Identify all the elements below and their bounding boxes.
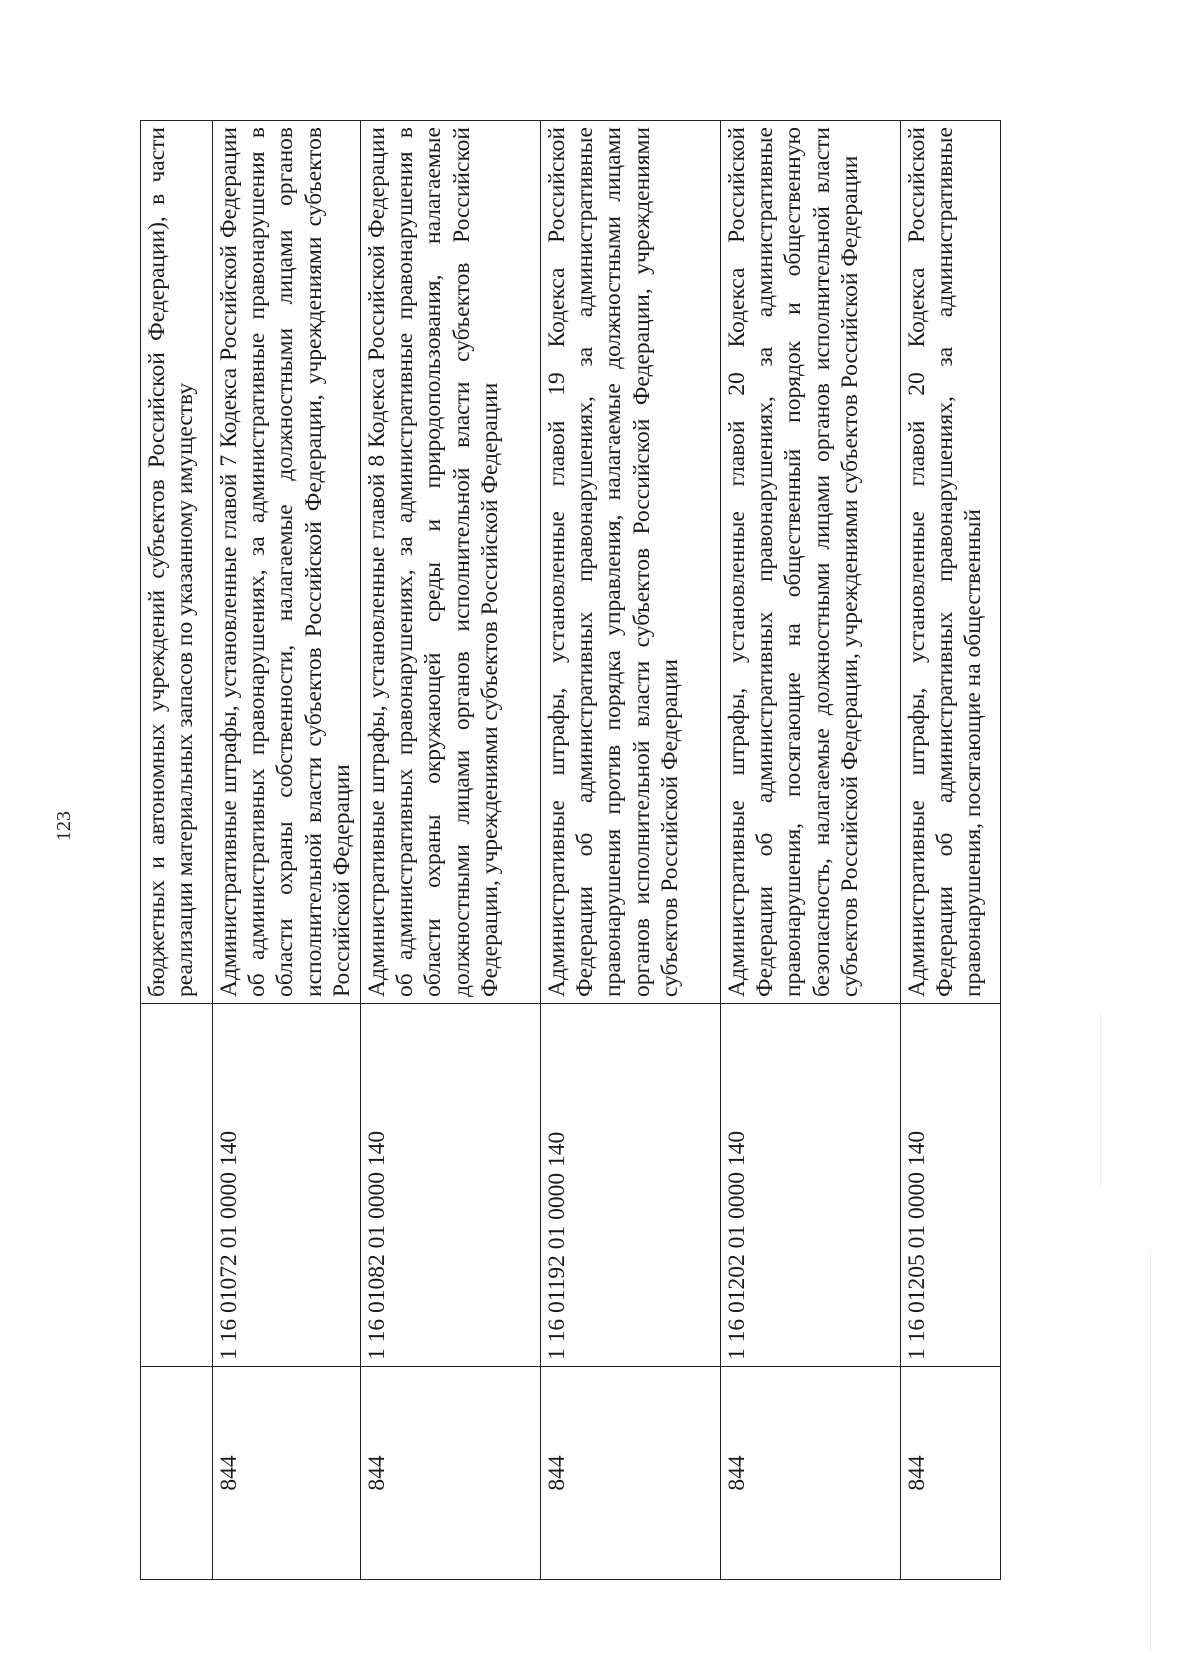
description-cell: бюджетных и автономных учреждений субъектов Российской Федерации), в части реализации материальных запасов по указанному имуществу — [141, 121, 213, 1004]
rotated-table-container — [140, 120, 1060, 1580]
revenue-code-cell: 1 16 01082 01 0000 140 — [361, 1004, 541, 1367]
admin-code-cell: 844 — [361, 1367, 541, 1580]
admin-code-cell — [141, 1367, 213, 1580]
page-number: 123 — [52, 811, 75, 841]
scan-artifact-line — [1150, 1250, 1151, 1650]
revenue-code-cell: 1 16 01072 01 0000 140 — [213, 1004, 361, 1367]
admin-code-cell: 844 — [721, 1367, 901, 1580]
description-cell: Административные штрафы, установленные главой 7 Кодекса Российской Федерации об административных правонарушениях, за административные правонарушения в области охраны собственности, налагаемые должностными лицами органов исполнительной власти субъектов Российской Федерации, учреждениями субъектов Российской Федерации — [213, 121, 361, 1004]
revenue-code-cell: 1 16 01205 01 0000 140 — [901, 1004, 1001, 1367]
description-cell: Административные штрафы, установленные главой 19 Кодекса Российской Федерации об административных правонарушениях, за административные правонарушения против порядка управления, налагаемые должностными лицами органов исполнительной власти субъектов Российской Федерации, учреждениями субъектов Российской Федерации — [541, 121, 721, 1004]
table-row — [901, 121, 1001, 1580]
table-row — [361, 121, 541, 1580]
revenue-codes-table — [140, 120, 1001, 1580]
scan-artifact-line — [1100, 1010, 1101, 1190]
admin-code-cell: 844 — [213, 1367, 361, 1580]
description-cell: Административные штрафы, установленные главой 20 Кодекса Российской Федерации об административных правонарушениях, за административные правонарушения, посягающие на общественный — [901, 121, 1001, 1004]
revenue-code-cell: 1 16 01202 01 0000 140 — [721, 1004, 901, 1367]
table-row — [141, 121, 213, 1580]
description-cell: Административные штрафы, установленные главой 8 Кодекса Российской Федерации об административных правонарушениях, за административные правонарушения в области охраны окружающей среды и природопользования, налагаемые должностными лицами органов исполнительной власти субъектов Российской Федерации, учреждениями субъектов Российской Федерации — [361, 121, 541, 1004]
revenue-code-cell — [141, 1004, 213, 1367]
table-row — [721, 121, 901, 1580]
description-cell: Административные штрафы, установленные главой 20 Кодекса Российской Федерации об административных правонарушениях, за административные правонарушения, посягающие на общественный порядок и общественную безопасность, налагаемые должностными лицами органов исполнительной власти субъектов Российской Федерации, учреждениями субъектов Российской Федерации — [721, 121, 901, 1004]
table-row — [541, 121, 721, 1580]
admin-code-cell: 844 — [901, 1367, 1001, 1580]
revenue-code-cell: 1 16 01192 01 0000 140 — [541, 1004, 721, 1367]
table-row — [213, 121, 361, 1580]
admin-code-cell: 844 — [541, 1367, 721, 1580]
